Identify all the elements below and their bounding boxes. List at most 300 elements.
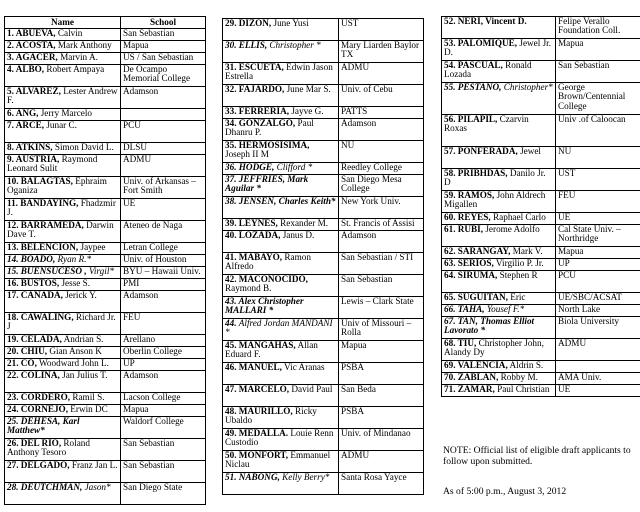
applicant-surname: BOADO, — [20, 254, 56, 264]
applicant-surname: NERI, Vincent D. — [457, 16, 527, 26]
applicant-surname: CO, — [20, 358, 37, 368]
applicant-row — [223, 231, 424, 253]
applicant-number: 55. — [444, 82, 458, 92]
applicant-number: 43. — [225, 296, 239, 306]
applicant-surname: PESTANO, — [457, 82, 502, 92]
applicant-school: North Lake — [556, 305, 640, 317]
applicant-name — [442, 373, 556, 385]
applicant-given-name: Roland Anthony Tesoro — [7, 438, 90, 458]
applicant-row — [5, 87, 206, 109]
applicant-given-name: Raymond Leonard Sulit — [7, 154, 98, 174]
applicant-name — [223, 141, 339, 163]
applicant-school: UST — [339, 19, 424, 41]
applicant-number: 46. — [225, 362, 239, 372]
applicant-given-name: Allan Eduard F. — [225, 340, 318, 360]
applicant-school: Univ. of Mindanao — [339, 429, 424, 451]
applicant-given-name: Kelly Berry* — [279, 472, 330, 482]
applicant-given-name: Marvin A. — [57, 52, 98, 62]
applicant-row — [442, 317, 640, 339]
applicant-given-name: Czarvin Roxas — [444, 114, 529, 134]
applicant-number: 18. — [7, 312, 21, 322]
applicant-row — [5, 177, 206, 199]
applicant-given-name: Jason* — [82, 482, 111, 492]
applicant-surname: LOZADA, — [238, 230, 281, 240]
applicant-school: San Diego State — [121, 483, 206, 505]
applicant-row — [223, 63, 424, 85]
applicant-school: George Brown/Centennial College — [556, 83, 640, 115]
applicant-row — [5, 483, 206, 505]
applicant-number: 69. — [444, 360, 458, 370]
applicant-number: 51. — [225, 472, 239, 482]
applicant-given-name: Eric — [507, 292, 526, 302]
applicant-name — [223, 407, 339, 429]
applicant-number: 3. — [7, 52, 16, 62]
applicant-number: 21. — [7, 358, 21, 368]
applicant-name — [5, 393, 121, 405]
applicant-school: Lacson College — [121, 393, 206, 405]
applicant-surname: SERIOS, — [457, 258, 494, 268]
applicant-name — [5, 347, 121, 359]
applicant-name — [442, 115, 556, 147]
applicant-row — [223, 197, 424, 219]
applicant-name — [442, 271, 556, 293]
applicant-given-name: Jayve G. — [289, 106, 324, 116]
applicant-given-name: Ephraim Oganiza — [7, 176, 107, 196]
applicant-school: Mapua — [121, 405, 206, 417]
note-text: NOTE: Official list of eligible draft applicants to follow upon submitted. — [443, 445, 631, 467]
applicant-school: UP — [556, 259, 640, 271]
applicant-number: 70. — [444, 372, 458, 382]
applicant-surname: DELGADO, — [20, 460, 70, 470]
applicant-name — [5, 291, 121, 313]
applicant-row — [5, 335, 206, 347]
applicant-row — [223, 275, 424, 297]
applicant-row — [5, 291, 206, 313]
applicant-given-name: Gian Anson K — [47, 346, 102, 356]
applicant-given-name: June Yusi — [271, 18, 309, 28]
applicant-name — [442, 305, 556, 317]
applicant-row — [223, 41, 424, 63]
applicant-row — [5, 29, 206, 41]
applicant-given-name: Jerick Y. — [62, 290, 97, 300]
applicant-number: 6. — [7, 108, 16, 118]
applicant-number: 47. — [225, 384, 239, 394]
applicant-row — [442, 305, 640, 317]
applicant-number: 12. — [7, 220, 21, 230]
applicant-name — [442, 169, 556, 191]
applicant-row — [223, 219, 424, 231]
applicant-school: Waldorf College — [121, 417, 206, 439]
applicant-school: Univ. of Houston — [121, 255, 206, 267]
applicant-given-name: Junar C. — [44, 120, 77, 130]
applicant-surname: ARCE, — [15, 120, 45, 130]
applicant-name — [5, 29, 121, 41]
applicant-school: PSBA — [339, 363, 424, 385]
applicant-name — [5, 335, 121, 347]
applicant-number: 1. — [7, 28, 16, 38]
applicant-number: 59. — [444, 190, 458, 200]
applicant-given-name: Christopher John, Alandy Dy — [444, 338, 544, 358]
applicant-name — [223, 253, 339, 275]
applicant-given-name: Calvin — [55, 28, 83, 38]
applicant-surname: BARRAMEDA, — [20, 220, 84, 230]
applicant-surname: MONFORT, — [238, 450, 289, 460]
applicant-given-name: Jewel — [517, 146, 541, 156]
applicant-number: 62. — [444, 246, 458, 256]
applicant-given-name: Jerry Marcelo — [38, 108, 92, 118]
applicant-row — [442, 115, 640, 147]
applicant-row — [442, 271, 640, 293]
applicant-name — [442, 17, 556, 39]
applicant-surname: MABAYO, — [238, 252, 283, 262]
applicant-surname: LEYNES, — [238, 218, 278, 228]
applicant-given-name: Franz Jan L. — [69, 460, 118, 470]
applicant-row — [5, 121, 206, 143]
applicant-school: FEU — [121, 313, 206, 335]
applicant-surname: CHIU, — [20, 346, 48, 356]
applicant-row — [442, 247, 640, 259]
applicant-row — [223, 175, 424, 197]
applicant-surname: BUSTOS, — [20, 278, 60, 288]
applicant-surname: ABUEVA, — [15, 28, 56, 38]
applicant-given-name: Vic Aranas — [281, 362, 325, 372]
applicant-name — [5, 143, 121, 155]
applicant-name — [223, 19, 339, 41]
applicant-name — [5, 279, 121, 291]
applicant-number: 48. — [225, 406, 239, 416]
applicant-number: 7. — [7, 120, 16, 130]
applicant-row — [223, 407, 424, 429]
applicant-row — [5, 267, 206, 279]
applicant-name — [5, 439, 121, 461]
applicant-school: PSBA — [339, 407, 424, 429]
name-header: Name — [5, 17, 121, 29]
applicant-surname: HODGE, — [238, 162, 275, 172]
applicant-number: 11. — [7, 198, 21, 208]
applicant-row — [5, 347, 206, 359]
applicant-school: FEU — [556, 191, 640, 213]
applicant-name — [223, 197, 339, 219]
applicant-surname: DEUTCHMAN, — [20, 482, 83, 492]
applicant-name — [223, 385, 339, 407]
applicant-surname: CORDERO, — [20, 392, 71, 402]
applicant-given-name: Stephen R — [497, 270, 538, 280]
applicant-given-name: Virgil* — [86, 266, 114, 276]
applicant-school: San Sebastian — [556, 61, 640, 83]
applicant-given-name: Yousef F.* — [484, 304, 525, 314]
applicant-number: 13. — [7, 242, 21, 252]
applicant-name — [223, 119, 339, 141]
applicant-surname: FAJARDO, — [238, 84, 285, 94]
applicant-number: 61. — [444, 224, 458, 234]
applicant-surname: PILAPIL, — [457, 114, 498, 124]
applicant-school: Santa Rosa Yayce — [339, 473, 424, 495]
applicant-school: Mapua — [556, 39, 640, 61]
applicant-name — [442, 293, 556, 305]
applicant-row — [442, 339, 640, 361]
applicant-table-2 — [222, 18, 424, 495]
applicant-name — [5, 461, 121, 483]
applicant-name — [5, 65, 121, 87]
applicant-school: Reedley College — [339, 163, 424, 175]
applicant-number: 39. — [225, 218, 239, 228]
applicant-row — [442, 225, 640, 247]
applicant-given-name: Ramil S. — [70, 392, 105, 402]
applicant-given-name: Jerome Adolfo — [483, 224, 540, 234]
applicant-surname: SIRUMA, — [457, 270, 498, 280]
applicant-row — [442, 169, 640, 191]
applicant-school: NU — [556, 147, 640, 169]
applicant-given-name: Robert Ampaya — [44, 64, 105, 74]
applicant-surname: MEDALLA. — [238, 428, 289, 438]
applicant-given-name: Lester Andrew F. — [7, 86, 118, 106]
applicant-school: San Diego Mesa College — [339, 175, 424, 197]
applicant-surname: BELENCION, — [20, 242, 79, 252]
applicant-given-name: Jan Julius T. — [59, 370, 108, 380]
applicant-surname: TIU, — [457, 338, 477, 348]
applicant-surname: Alex Christopher MALLARI * — [225, 296, 304, 316]
applicant-school: New York Univ. — [339, 197, 424, 219]
applicant-name — [442, 213, 556, 225]
applicant-name — [223, 341, 339, 363]
applicant-name — [442, 61, 556, 83]
applicant-given-name: Richard Jr. J — [7, 312, 116, 332]
applicant-given-name: Alfred Jordan MANDANI * — [225, 318, 333, 338]
applicant-given-name: Janus D. — [280, 230, 315, 240]
applicant-row — [223, 473, 424, 495]
applicant-given-name: Jesse S. — [59, 278, 91, 288]
applicant-given-name: Danilo Jr. D — [444, 168, 546, 188]
applicant-name — [223, 275, 339, 297]
applicant-number: 5. — [7, 86, 16, 96]
applicant-number: 30. — [225, 40, 239, 50]
applicant-number: 28. — [7, 482, 21, 492]
applicant-row — [223, 297, 424, 319]
applicant-school: Adamson — [121, 371, 206, 393]
applicant-surname: CORNEJO, — [20, 404, 68, 414]
applicant-name — [223, 175, 339, 197]
applicant-surname: PONFERADA, — [457, 146, 518, 156]
applicant-number: 65. — [444, 292, 458, 302]
applicant-school: Biola University — [556, 317, 640, 339]
applicant-table-3 — [441, 16, 640, 397]
applicant-row — [223, 363, 424, 385]
applicant-surname: RAMOS, — [457, 190, 495, 200]
applicant-school: ADMU — [339, 63, 424, 85]
applicant-given-name: Fhadzmir J. — [7, 198, 116, 218]
applicant-number: 58. — [444, 168, 458, 178]
applicant-number: 23. — [7, 392, 21, 402]
applicant-row — [442, 147, 640, 169]
applicant-number: 68. — [444, 338, 458, 348]
applicant-row — [223, 107, 424, 119]
applicant-name — [223, 429, 339, 451]
applicant-given-name: Woodward John L. — [36, 358, 109, 368]
applicant-row — [223, 429, 424, 451]
applicant-given-name: June Mar S. — [284, 84, 331, 94]
applicant-number: 52. — [444, 16, 458, 26]
applicant-row — [5, 371, 206, 393]
applicant-row — [442, 17, 640, 39]
applicant-row — [223, 141, 424, 163]
applicant-name — [442, 259, 556, 271]
applicant-number: 34. — [225, 118, 239, 128]
applicant-name — [5, 41, 121, 53]
applicant-name — [5, 109, 121, 121]
applicant-number: 71. — [444, 384, 458, 394]
applicant-school: UE — [556, 213, 640, 225]
applicant-school: BYU – Hawaii Univ. — [121, 267, 206, 279]
applicant-row — [5, 279, 206, 291]
applicant-school: Arellano — [121, 335, 206, 347]
applicant-school — [121, 109, 206, 121]
applicant-given-name: Joseph II M — [225, 149, 269, 160]
applicant-name — [223, 451, 339, 473]
applicant-name — [223, 319, 339, 341]
applicant-surname: JENSEN, Charles Keith* — [238, 196, 336, 206]
applicant-surname: DIZON, — [238, 18, 272, 28]
applicant-surname: BANDAYING, — [20, 198, 79, 208]
applicant-surname: GONZALGO, — [238, 118, 296, 128]
applicant-school: NU — [339, 141, 424, 163]
applicant-row — [5, 439, 206, 461]
applicant-surname: HERMOSISIMA, — [238, 140, 310, 150]
applicant-row — [5, 393, 206, 405]
applicant-surname: AUSTRIA, — [15, 154, 60, 164]
applicant-name — [5, 177, 121, 199]
applicant-name — [223, 231, 339, 253]
applicant-name — [5, 417, 121, 439]
applicant-name — [5, 221, 121, 243]
applicant-surname: ZABLAN, — [457, 372, 499, 382]
applicant-name — [223, 163, 339, 175]
applicant-school: UE/SBC/ACSAT — [556, 293, 640, 305]
applicant-school: DLSU — [121, 143, 206, 155]
applicant-surname: REYES, — [457, 212, 491, 222]
applicant-name — [223, 85, 339, 107]
applicant-name — [5, 313, 121, 335]
applicant-school: UST — [556, 169, 640, 191]
applicant-number: 36. — [225, 162, 239, 172]
applicant-row — [5, 313, 206, 335]
applicant-given-name: Emmanuel Niclau — [225, 450, 331, 470]
applicant-given-name: Simon David L. — [52, 142, 114, 152]
applicant-school: PCU — [121, 121, 206, 143]
applicant-given-name: Ronald Lozada — [444, 60, 532, 80]
applicant-name — [5, 267, 121, 279]
applicant-given-name: Ryan R.* — [55, 254, 92, 264]
applicant-surname: CELADA, — [20, 334, 62, 344]
applicant-row — [442, 259, 640, 271]
applicant-given-name: Ramon Alfredo — [225, 252, 311, 272]
applicant-name — [5, 371, 121, 393]
applicant-surname: PASCUAL, — [457, 60, 503, 70]
applicant-number: 25. — [7, 416, 21, 426]
applicant-row — [5, 143, 206, 155]
applicant-name — [442, 225, 556, 247]
applicant-surname: AGACER, — [15, 52, 58, 62]
applicant-number: 14. — [7, 254, 21, 264]
applicant-name — [5, 121, 121, 143]
applicant-number: 10. — [7, 176, 21, 186]
applicant-school: Adamson — [121, 87, 206, 109]
applicant-given-name: Paul Dhanru P. — [225, 118, 314, 138]
applicant-surname: TAN, Thomas Elliot Lavorato * — [444, 316, 535, 336]
applicant-name — [223, 63, 339, 85]
applicant-number: 16. — [7, 278, 21, 288]
applicant-number: 9. — [7, 154, 16, 164]
applicant-school — [556, 361, 640, 373]
applicant-surname: ATKINS, — [15, 142, 53, 152]
applicant-school: St. Francis of Assisi — [339, 219, 424, 231]
applicant-school: UE — [556, 385, 640, 397]
applicant-number: 20. — [7, 346, 21, 356]
applicant-surname: CANADA, — [20, 290, 63, 300]
applicant-surname: MACONOCIDO, — [238, 274, 308, 284]
applicant-surname: ESCUETA, — [238, 62, 284, 72]
applicant-number: 26. — [7, 438, 21, 448]
applicant-school: Letran College — [121, 243, 206, 255]
applicant-name — [5, 199, 121, 221]
applicant-number: 2. — [7, 40, 16, 50]
applicant-school: Adamson — [121, 291, 206, 313]
applicant-school: ADMU — [339, 451, 424, 473]
applicant-name — [5, 87, 121, 109]
applicant-number: 8. — [7, 142, 16, 152]
applicant-name — [5, 483, 121, 505]
applicant-name — [442, 83, 556, 115]
applicant-school: Lewis – Clark State — [339, 297, 424, 319]
applicant-row — [5, 405, 206, 417]
applicant-surname: MANUEL, — [238, 362, 282, 372]
applicant-given-name: Erwin DC — [68, 404, 108, 414]
applicant-number: 4. — [7, 64, 16, 74]
applicant-given-name: Christopher * — [267, 40, 321, 50]
applicant-row — [223, 341, 424, 363]
applicant-name — [5, 155, 121, 177]
applicant-row — [5, 109, 206, 121]
applicant-name — [442, 317, 556, 339]
applicant-surname: ELLIS, — [238, 40, 268, 50]
applicant-name — [223, 297, 339, 319]
applicant-number: 66. — [444, 304, 458, 314]
applicant-number: 15. — [7, 266, 21, 276]
applicant-number: 29. — [225, 18, 239, 28]
applicant-table-1 — [4, 16, 206, 505]
applicant-name — [442, 247, 556, 259]
applicant-name — [442, 39, 556, 61]
applicant-school: Mary Liarden Baylor TX — [339, 41, 424, 63]
applicant-surname: RUBI, — [457, 224, 484, 234]
applicant-school: PMI — [121, 279, 206, 291]
applicant-surname: VALENCIA, — [457, 360, 508, 370]
applicant-school: Cal State Univ. – Northridge — [556, 225, 640, 247]
applicant-school: PATTS — [339, 107, 424, 119]
applicant-school: UP — [121, 359, 206, 371]
applicant-number: 67. — [444, 316, 458, 326]
applicant-number: 19. — [7, 334, 21, 344]
applicant-given-name: John Aldrech Migallen — [444, 190, 546, 210]
applicant-surname: SARANGAY, — [457, 246, 511, 256]
applicant-school: ADMU — [556, 339, 640, 361]
applicant-number: 45. — [225, 340, 239, 350]
applicant-number: 60. — [444, 212, 458, 222]
applicant-surname: BALAGTAS, — [20, 176, 73, 186]
applicant-school: ADMU — [121, 155, 206, 177]
applicant-given-name: Paul Christian — [494, 384, 550, 394]
applicant-surname: MARCELO, — [238, 384, 290, 394]
applicant-row — [442, 293, 640, 305]
